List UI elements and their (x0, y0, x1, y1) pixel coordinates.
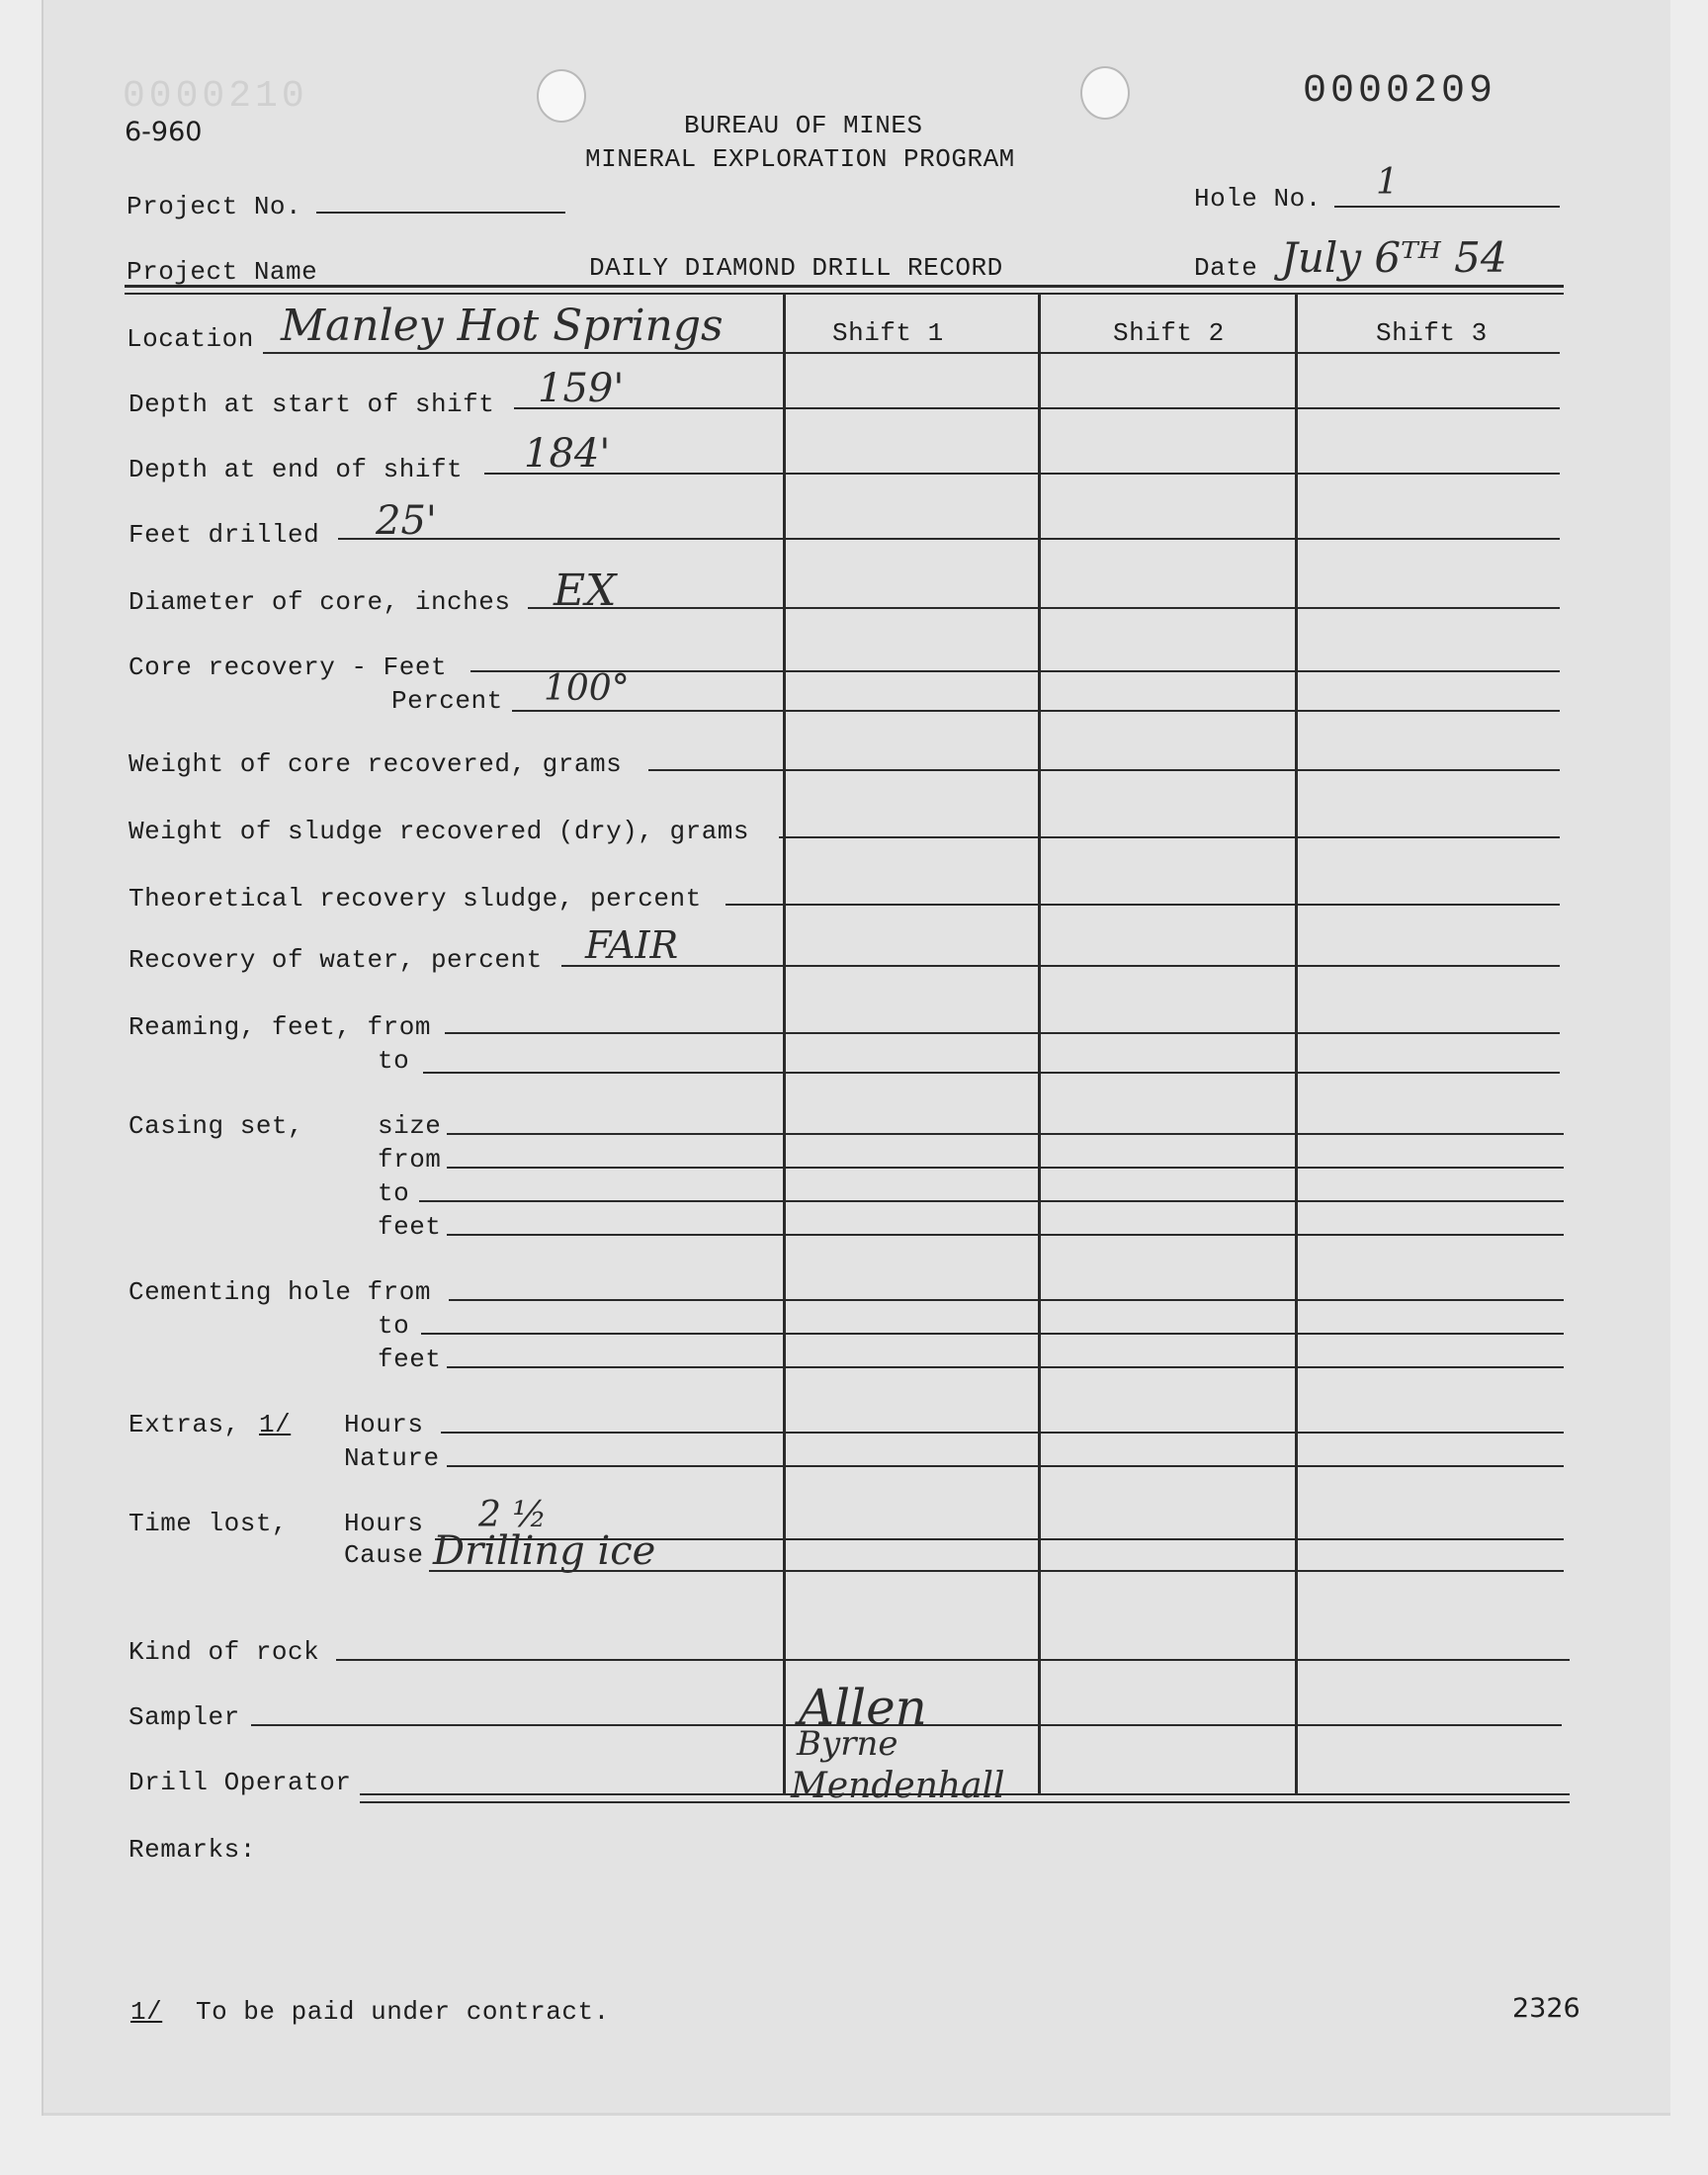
water-value: FAIR (585, 923, 679, 967)
kind-of-rock-label: Kind of rock (128, 1637, 320, 1667)
depth-start-rule[interactable] (514, 407, 1560, 409)
core-recovery-percent-rule[interactable] (512, 710, 1560, 712)
depth-end-rule[interactable] (484, 473, 1560, 475)
feet-drilled-value: 25' (376, 498, 437, 544)
weight-sludge-label: Weight of sludge recovered (dry), grams (128, 817, 749, 846)
cementing-feet-rule[interactable] (447, 1366, 1564, 1368)
casing-feet-rule[interactable] (447, 1234, 1564, 1236)
reaming-to-label: to (378, 1046, 410, 1076)
core-recovery-label: Core recovery - Feet (128, 652, 448, 682)
drill-operator-value-2: Mendenhall (791, 1766, 1005, 1806)
form-title: DAILY DIAMOND DRILL RECORD (589, 253, 1003, 283)
shift-2-header: Shift 2 (1113, 318, 1225, 348)
core-recovery-feet-rule[interactable] (470, 670, 1560, 672)
location-rule (263, 352, 1560, 354)
depth-start-label: Depth at start of shift (128, 390, 495, 419)
time-lost-cause-value: Drilling ice (433, 1528, 656, 1574)
hole-no-field[interactable] (1334, 206, 1560, 208)
theoretical-rule[interactable] (726, 904, 1560, 906)
shift-1-header: Shift 1 (832, 318, 944, 348)
depth-end-value: 184' (524, 431, 611, 477)
project-no-label: Project No. (127, 192, 302, 221)
casing-to-label: to (378, 1178, 410, 1208)
page-code: 2326 (1512, 1993, 1580, 2024)
sampler-rule[interactable] (251, 1724, 1562, 1726)
hole-punch-right (1080, 66, 1130, 120)
time-lost-cause-rule[interactable] (429, 1570, 1564, 1572)
water-label: Recovery of water, percent (128, 945, 543, 975)
cementing-to-label: to (378, 1311, 410, 1341)
date-value: July 6ᵀᴴ 54 (1281, 233, 1507, 282)
core-recovery-percent-label: Percent (391, 686, 503, 716)
core-recovery-percent-value: 100° (544, 668, 630, 709)
reaming-to-rule[interactable] (423, 1072, 1560, 1074)
weight-core-rule[interactable] (648, 769, 1560, 771)
reaming-label: Reaming, feet, from (128, 1012, 431, 1042)
footnote-text: To be paid under contract. (196, 1997, 610, 2027)
date-label: Date (1194, 253, 1258, 283)
cementing-to-rule[interactable] (421, 1333, 1564, 1335)
diameter-rule[interactable] (528, 607, 1560, 609)
sampler-label: Sampler (128, 1702, 240, 1732)
drill-operator-value-1: Byrne (797, 1724, 898, 1764)
cementing-label: Cementing hole from (128, 1277, 431, 1307)
feet-drilled-rule[interactable] (338, 538, 1560, 540)
drill-operator-rule-bottom (360, 1801, 1570, 1803)
reaming-from-rule[interactable] (445, 1032, 1560, 1034)
hole-no-label: Hole No. (1194, 184, 1322, 214)
kind-of-rock-rule[interactable] (336, 1659, 1570, 1661)
project-no-field[interactable] (316, 212, 565, 214)
header-rule-bottom (125, 293, 1564, 295)
extras-nature-rule[interactable] (447, 1465, 1564, 1467)
shift-column-divider-2 (1038, 293, 1041, 1793)
hole-no-value: 1 (1376, 162, 1399, 203)
cementing-from-rule[interactable] (449, 1299, 1564, 1301)
time-lost-hours-value: 2 ½ (478, 1495, 548, 1535)
depth-start-value: 159' (538, 366, 625, 411)
location-value: Manley Hot Springs (281, 301, 724, 351)
extras-nature-label: Nature (344, 1443, 440, 1473)
location-label: Location (127, 324, 254, 354)
shift-3-header: Shift 3 (1376, 318, 1488, 348)
sampler-value: Allen (799, 1679, 927, 1736)
extras-footnote-ref: 1/ (259, 1410, 292, 1439)
water-rule[interactable] (561, 965, 1560, 967)
extras-label: Extras, (128, 1410, 240, 1439)
form-number: 6-960 (125, 117, 203, 147)
extras-hours-rule[interactable] (441, 1432, 1564, 1434)
casing-label: Casing set, (128, 1111, 304, 1141)
remarks-label: Remarks: (128, 1835, 256, 1865)
drill-operator-rule-top (360, 1793, 1570, 1795)
footnote-mark: 1/ (130, 1997, 163, 2027)
shift-column-divider-3 (1295, 293, 1298, 1793)
hole-punch-left (537, 69, 586, 123)
shift-column-divider-1 (783, 293, 786, 1793)
ghost-serial-number: 0000210 (123, 75, 308, 118)
theoretical-label: Theoretical recovery sludge, percent (128, 884, 702, 914)
serial-stamp: 0000209 (1303, 69, 1497, 114)
agency-title: BUREAU OF MINES (684, 111, 923, 140)
time-lost-cause-label: Cause (344, 1540, 424, 1570)
depth-end-label: Depth at end of shift (128, 455, 464, 484)
feet-drilled-label: Feet drilled (128, 520, 320, 550)
casing-size-rule[interactable] (447, 1133, 1564, 1135)
program-title: MINERAL EXPLORATION PROGRAM (585, 144, 1015, 174)
project-name-label: Project Name (127, 257, 318, 287)
drill-operator-label: Drill Operator (128, 1768, 352, 1797)
extras-hours-label: Hours (344, 1410, 424, 1439)
diameter-label: Diameter of core, inches (128, 587, 511, 617)
casing-feet-label: feet (378, 1212, 442, 1242)
time-lost-label: Time lost, (128, 1509, 289, 1538)
casing-from-label: from (378, 1145, 442, 1174)
casing-from-rule[interactable] (447, 1167, 1564, 1169)
casing-size-label: size (378, 1111, 442, 1141)
cementing-feet-label: feet (378, 1345, 442, 1374)
weight-core-label: Weight of core recovered, grams (128, 749, 623, 779)
time-lost-hours-label: Hours (344, 1509, 424, 1538)
weight-sludge-rule[interactable] (779, 836, 1560, 838)
diameter-value: EX (554, 566, 617, 616)
casing-to-rule[interactable] (419, 1200, 1564, 1202)
header-rule-top (125, 285, 1564, 288)
